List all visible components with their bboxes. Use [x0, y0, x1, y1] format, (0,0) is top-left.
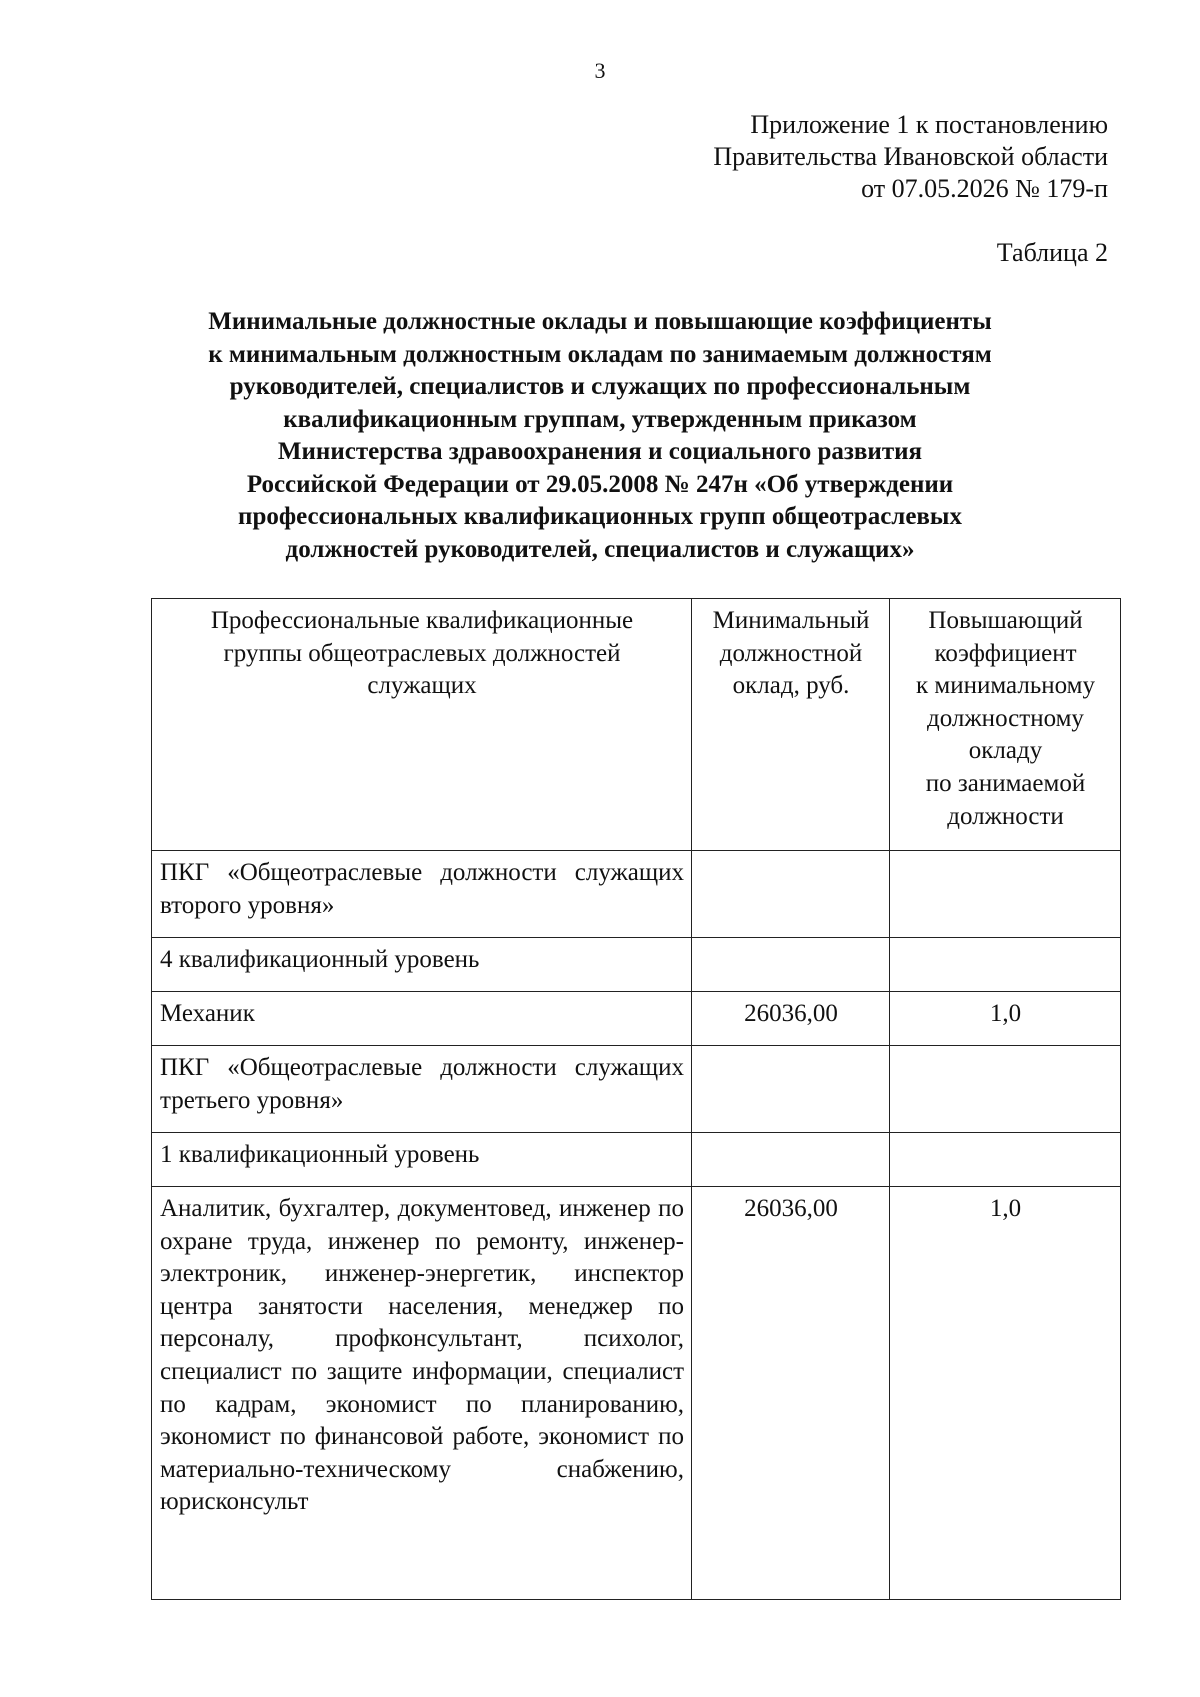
header-line: оклад, руб.	[732, 672, 850, 700]
title-line: к минимальным должностным окладам по занимаемым должностям	[208, 340, 992, 368]
salary-table	[151, 598, 1121, 1600]
header-line: Минимальный	[712, 607, 870, 634]
header-qualification-groups	[152, 599, 692, 851]
row-label: Механик	[152, 992, 692, 1046]
table-label: Таблица 2	[996, 238, 1108, 267]
row-label: 4 квалификационный уровень	[152, 938, 692, 992]
title-line: профессиональных квалификационных групп общеотраслевых	[238, 503, 962, 530]
title-line: Минимальные должностные оклады и повышающие коэффициенты	[208, 308, 992, 335]
table-row	[152, 851, 1121, 938]
row-salary	[692, 1046, 890, 1133]
table-row	[152, 992, 1121, 1046]
row-salary: 26036,00	[692, 992, 890, 1046]
title-line: Российской Федерации от 29.05.2008 № 247н «Об утверждении	[246, 470, 954, 498]
header-line: коэффициент	[934, 639, 1077, 667]
header-line: Профессиональные квалификационные	[210, 607, 634, 634]
header-line: Повышающий	[928, 607, 1083, 634]
title-line: Министерства здравоохранения и социального развития	[277, 438, 923, 465]
row-salary	[692, 851, 890, 938]
row-salary	[692, 1133, 890, 1187]
page-number: 3	[594, 58, 606, 83]
header-line: окладу	[968, 737, 1043, 765]
header-line: к минимальному	[916, 672, 1095, 700]
table-row	[152, 1187, 1121, 1600]
document-title	[120, 306, 1080, 566]
row-coefficient: 1,0	[890, 992, 1121, 1046]
header-coefficient	[890, 599, 1121, 851]
header-line: по занимаемой	[925, 769, 1086, 797]
appendix-line: Правительства Ивановской области	[713, 142, 1108, 171]
row-label: ПКГ «Общеотраслевые должности служащих второго уровня»	[152, 851, 692, 938]
table-header-row	[152, 599, 1121, 851]
row-salary	[692, 938, 890, 992]
row-coefficient	[890, 1046, 1121, 1133]
row-coefficient: 1,0	[890, 1187, 1121, 1600]
header-min-salary	[692, 599, 890, 851]
row-label: 1 квалификационный уровень	[152, 1133, 692, 1187]
header-line: должностному	[927, 704, 1084, 732]
table-row	[152, 1133, 1121, 1187]
row-label: Аналитик, бухгалтер, документовед, инженер по охране труда, инженер по ремонту, инженер-электроник, инженер-энергетик, инспектор центра занятости населения, менеджер по персоналу, профконсультант, психолог, специалист по защите информации, специалист по кадрам, экономист по планированию, экономист по финансовой работе, экономист по материально-техническому снабжению, юрисконсульт	[152, 1187, 692, 1600]
title-line: должностей руководителей, специалистов и служащих»	[285, 535, 915, 563]
header-line: группы общеотраслевых должностей	[223, 639, 621, 667]
appendix-line: Приложение 1 к постановлению	[750, 110, 1108, 139]
row-coefficient	[890, 1133, 1121, 1187]
title-line: руководителей, специалистов и служащих по профессиональным	[229, 373, 971, 400]
row-label: ПКГ «Общеотраслевые должности служащих третьего уровня»	[152, 1046, 692, 1133]
row-coefficient	[890, 938, 1121, 992]
row-coefficient	[890, 851, 1121, 938]
row-salary: 26036,00	[692, 1187, 890, 1600]
header-line: должностной	[719, 639, 863, 667]
table-row	[152, 938, 1121, 992]
appendix-header	[713, 109, 1108, 205]
appendix-line: от 07.05.2026 № 179-п	[861, 174, 1108, 203]
table-row	[152, 1046, 1121, 1133]
header-line: служащих	[367, 672, 477, 700]
title-line: квалификационным группам, утвержденным приказом	[283, 405, 917, 433]
header-line: должности	[947, 802, 1064, 830]
